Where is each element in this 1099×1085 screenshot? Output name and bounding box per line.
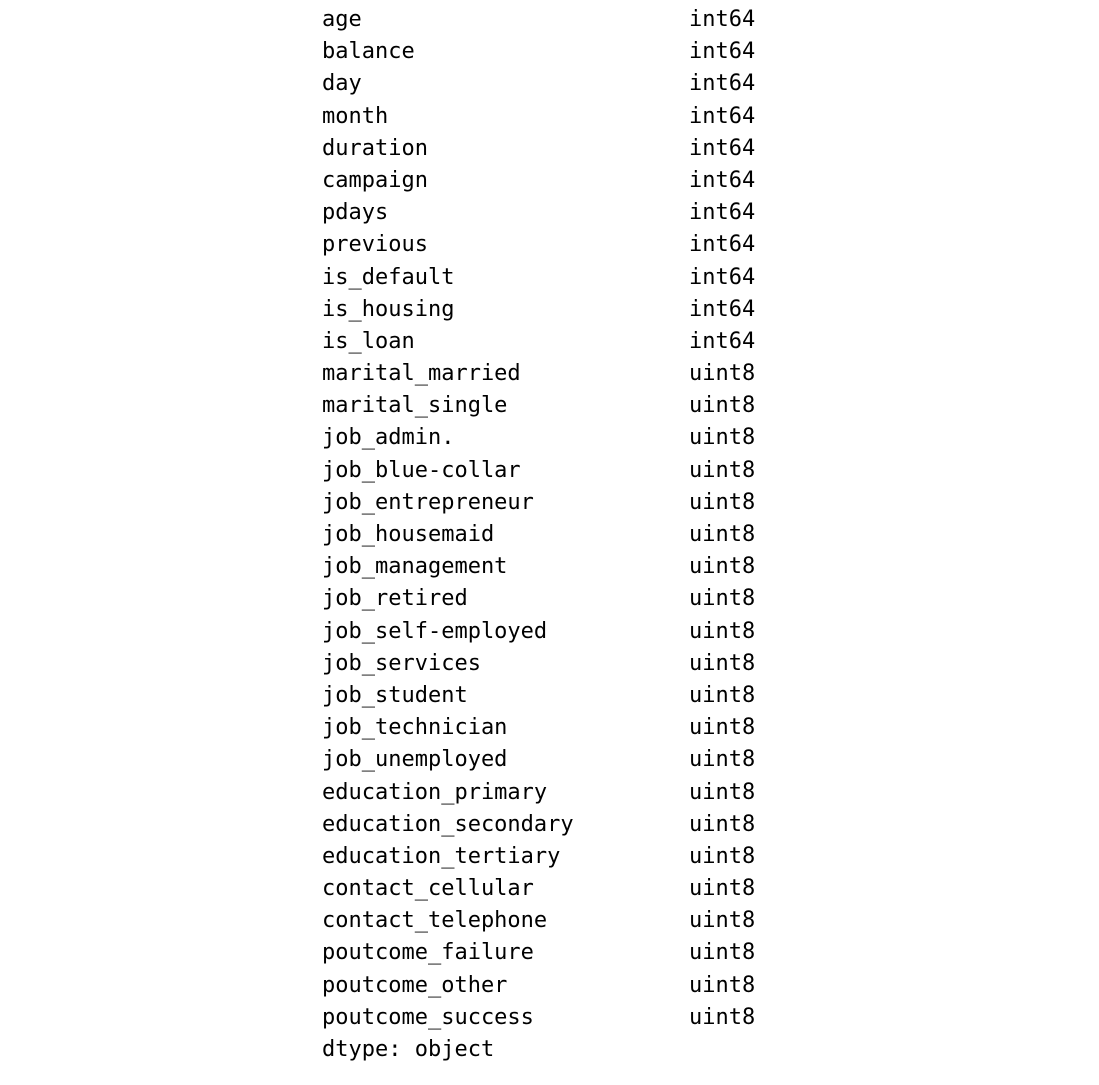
- column-dtype: uint8: [689, 586, 756, 612]
- dtype-row: [322, 229, 755, 261]
- column-name: job_technician: [322, 715, 508, 741]
- dtype-row: [322, 390, 755, 422]
- column-name: job_management: [322, 554, 508, 580]
- dtype-row: [322, 4, 755, 36]
- column-dtype: uint8: [689, 908, 756, 934]
- column-name: job_retired: [322, 586, 468, 612]
- column-dtype: int64: [689, 135, 756, 161]
- dtype-row: [322, 101, 755, 133]
- dtype-row: [322, 970, 755, 1002]
- column-name: marital_married: [322, 361, 521, 387]
- column-name: poutcome_success: [322, 1004, 534, 1030]
- column-name: job_unemployed: [322, 747, 508, 773]
- dtype-row: [322, 262, 755, 294]
- column-dtype: uint8: [689, 361, 756, 387]
- dtype-row: [322, 133, 755, 165]
- column-name: marital_single: [322, 393, 508, 419]
- column-dtype: uint8: [689, 811, 756, 837]
- column-name: education_tertiary: [322, 843, 561, 869]
- column-name: job_self-employed: [322, 618, 548, 644]
- column-dtype: uint8: [689, 650, 756, 676]
- column-name: age: [322, 7, 362, 32]
- dtype-row: [322, 648, 755, 680]
- dtype-row: [322, 358, 755, 390]
- column-name: poutcome_other: [322, 972, 508, 998]
- column-dtype: uint8: [689, 940, 756, 966]
- column-dtype: uint8: [689, 554, 756, 580]
- column-dtype: uint8: [689, 747, 756, 773]
- dtype-row: [322, 777, 755, 809]
- column-dtype: uint8: [689, 393, 756, 419]
- column-name: month: [322, 103, 389, 129]
- dtype-row: [322, 294, 755, 326]
- column-dtype: int64: [689, 167, 756, 193]
- column-name: day: [322, 71, 362, 97]
- dtype-footer: dtype: object: [322, 1037, 495, 1062]
- column-name: contact_telephone: [322, 908, 548, 934]
- dtype-row: [322, 551, 755, 583]
- dtype-row: [322, 712, 755, 744]
- column-dtype: int64: [689, 328, 756, 354]
- column-dtype: uint8: [689, 522, 756, 547]
- column-name: job_entrepreneur: [322, 489, 534, 515]
- column-dtype: int64: [689, 103, 756, 129]
- column-name: is_loan: [322, 328, 415, 354]
- column-dtype: int64: [689, 264, 756, 290]
- column-dtype: uint8: [689, 972, 756, 998]
- column-name: poutcome_failure: [322, 940, 534, 966]
- column-name: pdays: [322, 200, 389, 226]
- dtype-row: [322, 455, 755, 487]
- column-name: education_secondary: [322, 811, 574, 837]
- column-dtype: uint8: [689, 715, 756, 741]
- column-dtype: int64: [689, 71, 756, 97]
- dtype-row: [322, 680, 755, 712]
- column-dtype: uint8: [689, 1004, 756, 1030]
- column-name: previous: [322, 232, 428, 258]
- dtype-row: [322, 197, 755, 229]
- column-name: campaign: [322, 167, 428, 193]
- column-dtype: uint8: [689, 457, 756, 483]
- column-dtype: int64: [689, 232, 756, 258]
- dtype-row: [322, 68, 755, 100]
- dtype-row: [322, 422, 755, 454]
- dtype-row: [322, 905, 755, 937]
- column-name: job_housemaid: [322, 522, 495, 547]
- column-dtype: int64: [689, 200, 756, 226]
- column-name: contact_cellular: [322, 876, 534, 902]
- column-name: balance: [322, 39, 415, 65]
- column-name: education_primary: [322, 779, 548, 805]
- dtype-row: [322, 744, 755, 776]
- column-name: job_blue-collar: [322, 457, 521, 483]
- dtype-row: [322, 873, 755, 905]
- column-dtype: uint8: [689, 843, 756, 869]
- column-dtype: uint8: [689, 779, 756, 805]
- dtype-row: [322, 519, 755, 551]
- column-dtype: int64: [689, 39, 756, 65]
- column-name: job_services: [322, 650, 481, 676]
- column-dtype: uint8: [689, 425, 756, 451]
- column-dtype: uint8: [689, 682, 756, 708]
- column-dtype: int64: [689, 7, 756, 32]
- column-name: is_housing: [322, 296, 455, 322]
- column-name: job_student: [322, 682, 468, 708]
- column-dtype: int64: [689, 296, 756, 322]
- dtype-row: [322, 165, 755, 197]
- column-name: is_default: [322, 264, 455, 290]
- dtypes-rows: [322, 4, 755, 1034]
- dtype-row: [322, 487, 755, 519]
- dtype-row: [322, 616, 755, 648]
- dtype-row: [322, 326, 755, 358]
- column-dtype: uint8: [689, 489, 756, 515]
- dtypes-output: [322, 4, 755, 1066]
- dtype-row: [322, 937, 755, 969]
- dtype-row: [322, 841, 755, 873]
- dtype-row: [322, 809, 755, 841]
- dtype-row: [322, 583, 755, 615]
- column-name: job_admin.: [322, 425, 455, 451]
- column-name: duration: [322, 135, 428, 161]
- column-dtype: uint8: [689, 618, 756, 644]
- dtype-row: [322, 36, 755, 68]
- column-dtype: uint8: [689, 876, 756, 902]
- dtype-row: [322, 1002, 755, 1034]
